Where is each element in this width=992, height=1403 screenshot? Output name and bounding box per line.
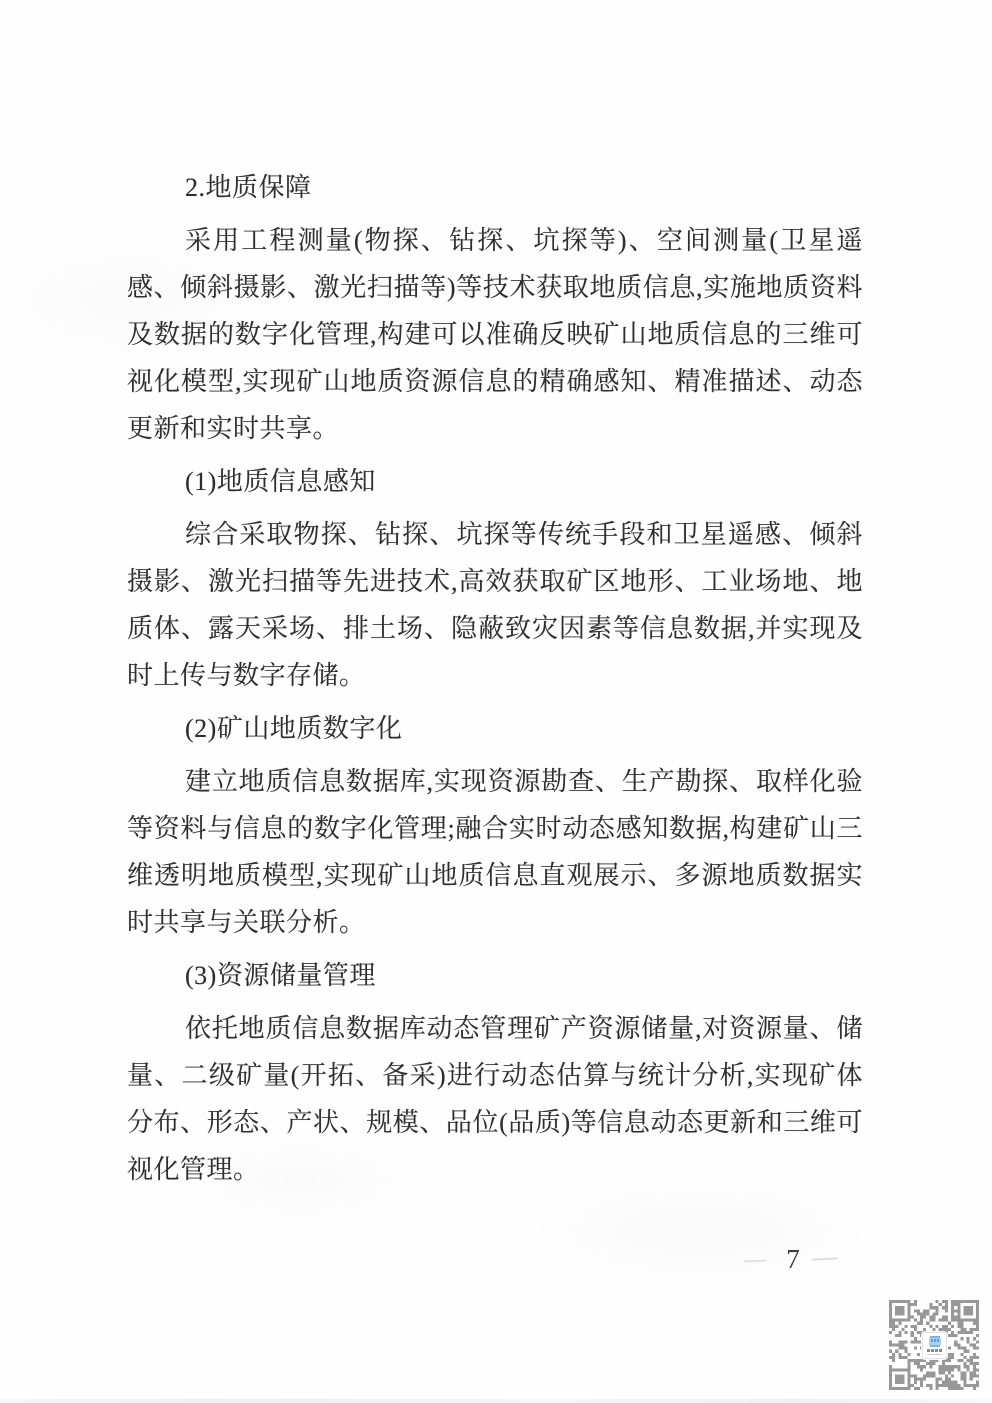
body-paragraph: 采用工程测量(物探、钻探、坑探等)、空间测量(卫星遥感、倾斜摄影、激光扫描等)等技术获取地质信息,实施地质资料及数据的数字化管理,构建可以准确反映矿山地质信息的三维可视化模型,实现矿山地质资源信息的精确感知、精准描述、动态更新和实时共享。 (127, 226, 863, 443)
section-mine-geology-digitization (127, 705, 863, 946)
section-heading: (1)地质信息感知 (185, 467, 376, 496)
section-heading: (3)资源储量管理 (185, 961, 376, 990)
body-paragraph: 综合采取物探、钻探、坑探等传统手段和卫星遥感、倾斜摄影、激光扫描等先进技术,高效获取矿区地形、工业场地、地质体、露天采场、排土场、隐蔽致灾因素等信息数据,并实现及时上传与数字存储。 (127, 520, 863, 690)
section-heading: 2.地质保障 (185, 173, 312, 202)
section-heading: (2)矿山地质数字化 (185, 714, 403, 743)
qr-logo-caption (927, 1349, 942, 1352)
page-number: 7 (786, 1244, 800, 1274)
document-body (127, 158, 863, 1193)
section-resource-reserve-management (127, 952, 863, 1193)
section-geology-info-sensing (127, 458, 863, 699)
qr-logo-glyph-icon (929, 1336, 941, 1347)
scan-artifact (812, 1257, 838, 1260)
section-geology-assurance (127, 164, 863, 452)
body-paragraph: 建立地质信息数据库,实现资源勘查、生产勘探、取样化验等资料与信息的数字化管理;融合实时动态感知数据,构建矿山三维透明地质模型,实现矿山地质信息直观展示、多源地质数据实时共享与关联分析。 (127, 767, 863, 937)
body-paragraph: 依托地质信息数据库动态管理矿产资源储量,对资源量、储量、二级矿量(开拓、备采)进行动态估算与统计分析,实现矿体分布、形态、产状、规模、品位(品质)等信息动态更新和三维可视化管理。 (127, 1014, 863, 1184)
scan-edge-shadow (0, 1399, 992, 1403)
qr-center-logo (922, 1332, 947, 1359)
qr-code (889, 1300, 979, 1390)
qr-logo-subcaption (927, 1354, 942, 1355)
scan-artifact (744, 1260, 767, 1263)
